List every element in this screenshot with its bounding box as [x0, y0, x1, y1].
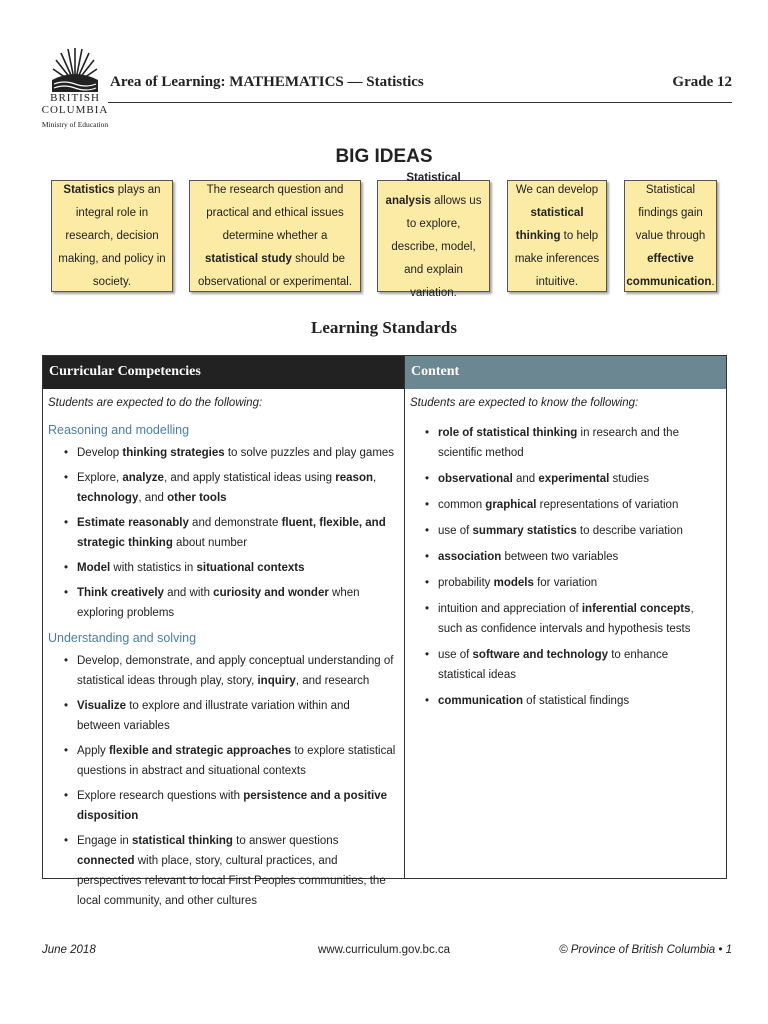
bold-term: statistical thinking: [132, 835, 233, 847]
understanding-list: [43, 651, 404, 911]
text-run: probability: [438, 577, 494, 589]
list-item: [438, 573, 726, 593]
bold-term: Think creatively: [77, 587, 164, 599]
bc-logo: [40, 44, 110, 129]
list-item: [77, 741, 404, 781]
bold-term: technology: [77, 492, 139, 504]
big-idea-text: [58, 179, 166, 294]
list-item: [77, 583, 404, 623]
list-item: [77, 786, 404, 826]
text-run: and with: [163, 587, 214, 599]
competencies-intro: Students are expected to do the following:: [48, 397, 263, 409]
list-item: [77, 696, 404, 736]
competencies-column: [43, 356, 405, 907]
text-run: of statistical findings: [522, 695, 630, 707]
footer-date: June 2018: [42, 944, 96, 956]
bold-term: statistical thinking: [515, 206, 584, 242]
bold-term: models: [493, 577, 534, 589]
bold-term: software and technology: [472, 649, 608, 661]
big-idea-box: [507, 180, 607, 292]
text-run: ,: [373, 472, 377, 484]
bold-term: other tools: [167, 492, 227, 504]
bold-term: association: [438, 551, 502, 563]
bold-term: connected: [77, 855, 135, 867]
text-run: to solve puzzles and play games: [224, 447, 395, 459]
text-run: to enhance statistical ideas: [438, 649, 669, 681]
bold-term: inferential concepts: [581, 603, 691, 615]
list-item: [438, 599, 726, 639]
bold-term: statistical study: [205, 252, 292, 265]
bold-term: Model: [77, 562, 111, 574]
text-run: plays an integral role in research, decision making, and policy in society.: [58, 183, 166, 288]
list-item: [438, 691, 726, 711]
bold-term: situational contexts: [196, 562, 305, 574]
text-run: Engage in: [77, 835, 132, 847]
bold-term: summary statistics: [472, 525, 577, 537]
big-ideas-title: BIG IDEAS: [335, 146, 433, 167]
big-idea-text: [626, 179, 714, 294]
sunburst-icon: [52, 44, 98, 92]
text-run: common: [438, 499, 486, 511]
reasoning-list: [43, 443, 404, 623]
text-run: to help make inferences intuitive.: [514, 229, 600, 288]
list-item: [438, 645, 726, 685]
text-run: Develop: [77, 447, 123, 459]
bold-term: observational: [438, 473, 513, 485]
footer-copyright: © Province of British Columbia • 1: [559, 944, 732, 956]
big-idea-text: [384, 167, 483, 305]
text-run: use of: [438, 649, 473, 661]
text-run: Explore research questions with: [77, 790, 244, 802]
logo-ministry: Ministry of Education: [41, 120, 109, 129]
text-run: We can develop: [515, 183, 599, 196]
list-item: [77, 513, 404, 553]
text-run: intuition and appreciation of: [438, 603, 582, 615]
text-run: use of: [438, 525, 473, 537]
big-idea-box: [377, 172, 490, 299]
bold-term: curiosity and wonder: [213, 587, 329, 599]
bold-term: persistence and a positive disposition: [77, 790, 388, 822]
text-run: Statistical findings gain value through: [635, 183, 706, 242]
list-item: [77, 468, 404, 508]
text-run: in research and the scientific method: [438, 427, 679, 459]
text-run: with place, story, cultural practices, and perspectives relevant to local First Peoples communities, the local community, and other cultures: [77, 855, 386, 907]
text-run: about number: [172, 537, 248, 549]
bold-term: Estimate reasonably: [77, 517, 189, 529]
bold-term: Statistical analysis: [385, 172, 461, 207]
list-item: [77, 558, 404, 578]
bold-term: role of statistical thinking: [438, 427, 578, 439]
text-run: and: [512, 473, 539, 485]
grade-label: Grade 12: [672, 74, 732, 90]
text-run: should be observational or experimental.: [197, 252, 353, 288]
text-run: to answer questions: [232, 835, 339, 847]
list-item: [438, 423, 726, 463]
content-header: Content: [405, 356, 726, 389]
list-item: [77, 831, 404, 911]
header-divider: [108, 102, 732, 103]
content-intro: Students are expected to know the following:: [410, 397, 639, 409]
big-idea-box: [51, 180, 173, 292]
text-run: studies: [609, 473, 649, 485]
footer-url[interactable]: www.curriculum.gov.bc.ca: [317, 944, 451, 956]
text-run: Develop, demonstrate, and apply conceptual understanding of statistical ideas through play, story,: [77, 655, 394, 687]
text-run: and demonstrate: [188, 517, 282, 529]
text-run: to explore and illustrate variation within and between variables: [77, 700, 350, 732]
bold-term: flexible and strategic approaches: [108, 745, 292, 757]
bold-term: reason: [335, 472, 373, 484]
logo-line-columbia: COLUMBIA: [41, 104, 109, 116]
text-run: .: [711, 275, 715, 288]
list-item: [438, 469, 726, 489]
bold-term: graphical: [485, 499, 537, 511]
logo-line-british: BRITISH: [50, 92, 100, 104]
text-run: Apply: [77, 745, 109, 757]
bold-term: thinking strategies: [122, 447, 225, 459]
bold-term: experimental: [538, 473, 610, 485]
bold-term: fluent, flexible, and strategic thinking: [77, 517, 386, 549]
text-run: to explore statistical questions in abstract and situational contexts: [77, 745, 396, 777]
big-idea-box: [624, 180, 717, 292]
text-run: , and apply statistical ideas using: [163, 472, 336, 484]
text-run: Explore,: [77, 472, 123, 484]
bold-term: analyze: [122, 472, 164, 484]
section-heading-understanding: Understanding and solving: [48, 631, 197, 645]
bold-term: effective communication: [626, 252, 712, 288]
text-run: , such as confidence intervals and hypothesis tests: [438, 603, 694, 635]
bold-term: inquiry: [257, 675, 296, 687]
page-title: Area of Learning: MATHEMATICS — Statistics: [110, 74, 424, 90]
big-idea-text: [196, 179, 354, 294]
list-item: [438, 521, 726, 541]
text-run: to describe variation: [576, 525, 683, 537]
text-run: , and research: [295, 675, 370, 687]
content-list: [405, 423, 726, 711]
competencies-header: Curricular Competencies: [43, 356, 404, 389]
big-idea-text: [514, 179, 600, 294]
big-idea-box: [189, 180, 361, 292]
list-item: [438, 547, 726, 567]
text-run: representations of variation: [536, 499, 679, 511]
text-run: between two variables: [501, 551, 619, 563]
list-item: [77, 443, 404, 463]
content-column: [405, 356, 726, 878]
learning-standards-table: [42, 355, 727, 907]
text-run: for variation: [533, 577, 598, 589]
bold-term: Statistics: [63, 183, 115, 196]
learning-standards-title: Learning Standards: [311, 318, 457, 337]
text-run: allows us to explore, describe, model, and explain variation.: [391, 195, 482, 299]
bold-term: Visualize: [77, 700, 127, 712]
list-item: [438, 495, 726, 515]
bold-term: communication: [438, 695, 523, 707]
list-item: [77, 651, 404, 691]
text-run: when exploring problems: [77, 587, 360, 619]
text-run: The research question and practical and ethical issues determine whether a: [206, 183, 344, 242]
section-heading-reasoning: Reasoning and modelling: [48, 423, 190, 437]
text-run: with statistics in: [110, 562, 197, 574]
text-run: , and: [138, 492, 168, 504]
